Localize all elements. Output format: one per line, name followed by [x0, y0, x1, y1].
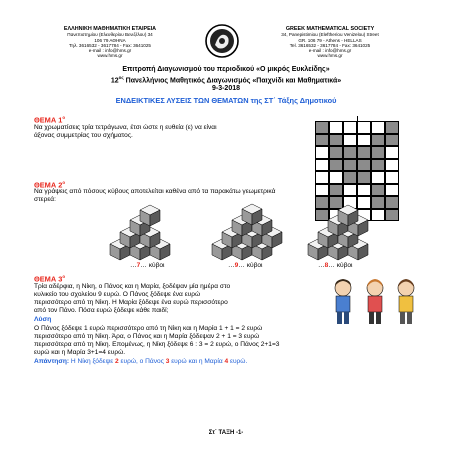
- web-line: www.hms.gr: [97, 53, 123, 59]
- address-line: Πανεπιστημίου (Ελευθερίου Βενιζέλου) 34: [67, 32, 153, 38]
- grid-cell: [357, 146, 371, 159]
- grid-cell: [371, 146, 385, 159]
- grid-cell: [329, 121, 343, 134]
- grid-cell: [315, 171, 329, 184]
- grid-cell: [343, 134, 357, 147]
- grid-cell: [357, 134, 371, 147]
- committee-title: Επιτροπή Διαγωνισμού του περιοδικού «Ο μικρός Ευκλείδης»: [122, 66, 330, 73]
- org-name-english: GREEK MATHEMATICAL SOCIETY: [285, 26, 375, 32]
- competition-date: 9-3-2018: [211, 85, 241, 92]
- web-line: www.hms.gr: [317, 53, 343, 59]
- grid-cell: [329, 146, 343, 159]
- child-3-figure: [398, 279, 414, 324]
- grid-cell: [357, 159, 371, 172]
- solid-3: [308, 205, 368, 260]
- solution-label: Λύση: [34, 316, 52, 323]
- solid-2: [212, 204, 282, 260]
- grid-cell: [371, 159, 385, 172]
- grid-cell: [343, 146, 357, 159]
- answer-cube-count-3: …8… κύβοι: [318, 262, 353, 269]
- question-1-heading: ΘΕΜΑ $1^o$: [34, 115, 66, 125]
- grid-cell: [385, 146, 399, 159]
- solutions-subtitle: ΕΝΔΕΙΚΤΙΚΕΣ ΛΥΣΕΙΣ ΤΩΝ ΘΕΜΑΤΩΝ της ΣΤ΄ Τάξης Δημοτικού: [115, 96, 337, 105]
- child-1-figure: [335, 279, 351, 324]
- address-line: 106 79 ΑΘΗΝΑ: [94, 37, 126, 43]
- page-footer: Στ΄ ΤΑΞΗ -1-: [208, 430, 244, 436]
- grid-cell: [371, 171, 385, 184]
- grid-cell: [315, 159, 329, 172]
- address-line: 34, Panepistimiou (Eleftheriou Venizelou) Street: [281, 32, 379, 38]
- grid-cell: [343, 159, 357, 172]
- grid-cell: [315, 121, 329, 134]
- final-answer: Απάντηση: Η Νίκη ξόδεψε 2 ευρώ, ο Πάνος 3 ευρώ και η Μαρία 4 ευρώ.: [34, 358, 248, 365]
- grid-cell: [343, 171, 357, 184]
- ordinal-suffix: ος: [118, 75, 124, 80]
- header-right: [255, 26, 405, 59]
- address-line: GR. 106 79 - Athens - HELLAS: [298, 37, 362, 43]
- question-2-heading: ΘΕΜΑ $2^o$: [34, 180, 66, 190]
- phone-line: Τηλ. 3616532 - 3617784 - Fax: 3641025: [69, 42, 151, 48]
- email-line: e-mail : info@hms.gr: [308, 48, 352, 54]
- grid-cell: [385, 171, 399, 184]
- child-2-figure: [367, 279, 383, 324]
- grid-cell: [329, 159, 343, 172]
- phone-line: Tel. 3616532 - 3617784 - Fax: 3641025: [289, 42, 371, 48]
- grid-cell: [315, 146, 329, 159]
- header-left: [40, 26, 180, 59]
- question-1-text: Να χρωματίσεις τρία τετράγωνα, έτσι ώστε η ευθεία (ε) να είναι άξονας συμμετρίας του σχήματος.: [34, 124, 217, 139]
- question-3-text: Τρία αδέρφια, η Νίκη, ο Πάνος και η Μαρία, ξοδέψαν μία ημέρα στο κυλικείο του σχολείου 9 ευρώ. Ο Πάνος ξόδεψε ένα ευρώ περισσότερο από τη Νίκη. Η Μαρία ξόδεψε ένα ευρώ περισσότερο από τον Πάνο. Πόσα ευρώ ξόδεψε κάθε παιδί;: [34, 283, 231, 314]
- grid-cell: [357, 121, 371, 134]
- grid-cell: [329, 134, 343, 147]
- question-2-text: Να γράψεις από πόσους κύβους αποτελείται καθένα από τα παρακάτω γεωμετρικά στερεά:: [34, 188, 276, 203]
- grid-cell: [357, 171, 371, 184]
- grid-cell: [385, 134, 399, 147]
- grid-cell: [371, 134, 385, 147]
- competition-name: Πανελλήνιος Μαθητικός Διαγωνισμός «Παιχνίδι και Μαθηματικά»: [123, 77, 342, 85]
- children-illustration: [330, 276, 420, 328]
- question-3-heading: ΘΕΜΑ $3^o$: [34, 274, 66, 284]
- answer-cube-count-2: …9… κύβοι: [228, 262, 263, 269]
- email-line: e-mail : info@hms.gr: [88, 48, 132, 54]
- org-name-greek: ΕΛΛΗΝΙΚΗ ΜΑΘΗΜΑΤΙΚΗ ΕΤΑΙΡΕΙΑ: [63, 26, 157, 32]
- competition-title: [0, 75, 452, 84]
- society-logo: [205, 24, 239, 58]
- answer-cube-count-1: …7… κύβοι: [130, 262, 165, 269]
- grid-cell: [329, 171, 343, 184]
- competition-number: 12: [110, 77, 119, 85]
- grid-cell: [385, 159, 399, 172]
- cube-solids-figure: [100, 200, 400, 262]
- solution-text: Ο Πάνος ξόδεψε 1 ευρώ περισσότερο από τη Νίκη και η Μαρία 1 + 1 = 2 ευρώ περισσότερο από τη Νίκη. Άρα, ο Πάνος και η Μαρία ξόδεψαν 2 + 1 = 3 ευρώ περισσότερα από τη Νίκη. Επομένως, η Νίκη ξόδεψε 6 : 3 = 2 ευρώ, ο Πάνος 2+1=3 ευρώ και η Μαρία 3+1=4 ευρώ.: [34, 325, 280, 356]
- grid-cell: [371, 121, 385, 134]
- grid-cell: [343, 121, 357, 134]
- grid-cell: [315, 134, 329, 147]
- grid-cell: [385, 121, 399, 134]
- solid-1: [110, 205, 170, 260]
